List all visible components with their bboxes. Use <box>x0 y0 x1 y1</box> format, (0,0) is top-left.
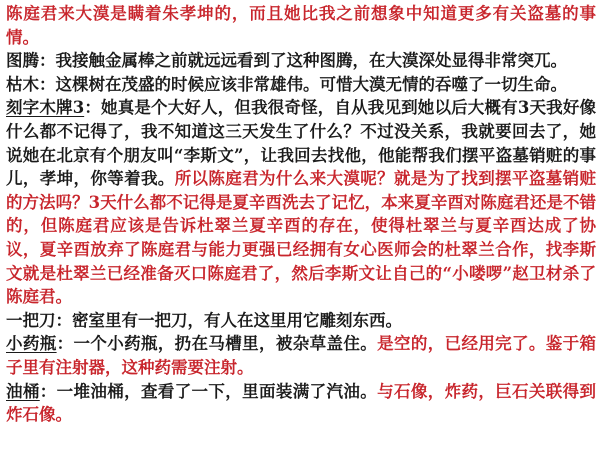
note-text: 陈庭君来大漠是瞒着朱孝坤的，而且她比我之前想象中知道更多有关盗墓的事情。 <box>6 4 596 47</box>
analysis-text: 与石像，炸药，巨石关联得到炸石像。 <box>6 381 597 425</box>
clue-text: 一把刀：密室里有一把刀，有人在这里用它雕刻东西。 <box>6 310 402 330</box>
clue-text: 枯木：这棵树在茂盛的时候应该非常雄伟。可惜大漠无情的吞噬了一切生命。 <box>6 74 567 94</box>
clue-title: 小药瓶 <box>6 334 57 354</box>
clue-title: 油桶 <box>6 381 40 401</box>
paragraph-oil-drum-clue <box>6 380 596 427</box>
clue-title: 刻字木牌3 <box>6 98 85 118</box>
clue-text: ：一堆油桶，查看了一下，里面装满了汽油。 <box>39 381 378 401</box>
analysis-text: 是空的，已经用完了。鉴于箱子里有注射器，这种药需要注射。 <box>6 334 597 377</box>
paragraph-medicine-bottle-clue <box>6 332 596 379</box>
paragraph-dead-tree-clue <box>6 73 596 97</box>
paragraph-knife-clue <box>6 309 596 333</box>
clue-text: 图腾：我接触金属棒之前就远远看到了这种图腾，在大漠深处显得非常突兀。 <box>6 51 567 71</box>
clue-text: ：她真是个大好人，但我很奇怪，自从我见到她以后大概有3天我好像什么都不记得了，我不知道这三天发生了什么？不过没关系，我就要回去了，她说她在北京有个朋友叫“李斯文”，让我回去找他，他能帮我们摆平盗墓销赃的事儿，孝坤，你等着我。 <box>6 98 596 189</box>
paragraph-totem-clue <box>6 49 596 73</box>
paragraph-chen-tingjun-note <box>6 2 596 49</box>
paragraph-wooden-sign-clue <box>6 96 596 308</box>
analysis-text: 所以陈庭君为什么来大漠呢？就是为了找到摆平盗墓销赃的方法吗？3天什么都不记得是夏辛酉洗去了记忆，本来夏辛酉对陈庭君还是不错的，但陈庭君应该是告诉杜翠兰夏辛酉的存在，使得杜翠兰与夏辛酉达成了协议，夏辛酉放弃了陈庭君与能力更强已经拥有女心医师会的杜翠兰合作，找李斯文就是杜翠兰已经准备灭口陈庭君了，然后李斯文让自己的“小喽啰”赵卫材杀了陈庭君。 <box>6 169 597 307</box>
article-body <box>6 2 596 427</box>
clue-text: ：一个小药瓶，扔在马槽里，被杂草盖住。 <box>56 334 378 354</box>
